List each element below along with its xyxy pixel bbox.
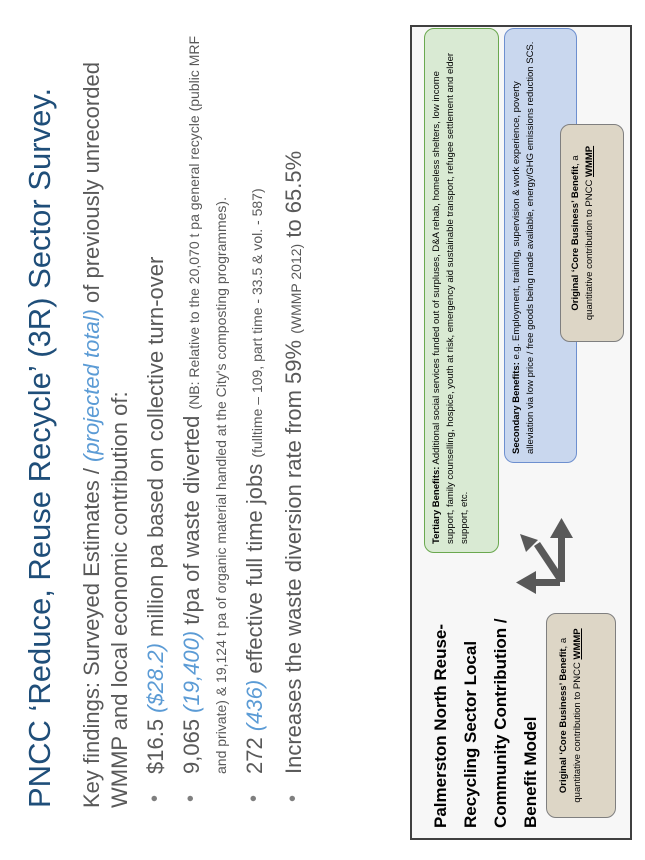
tertiary-label: Tertiary Benefits: xyxy=(431,466,442,544)
arrow-right-head xyxy=(550,518,573,538)
core-benefit-box xyxy=(546,613,616,818)
arrow-up-shaft xyxy=(530,579,560,586)
diversion-note: (WMMP 2012) xyxy=(288,243,304,334)
core-benefit-label: Original ‘Core Business’ Benefit xyxy=(558,648,569,794)
bullet-icon: • xyxy=(144,794,166,802)
turnover-value: $16.5 xyxy=(143,718,168,774)
core-benefit-text: , a quantitative contribution to PNCC xyxy=(558,637,583,803)
bullet-icon: • xyxy=(180,794,202,802)
key-findings-prefix: Key findings: Surveyed Estimates / xyxy=(79,461,104,808)
findings-list xyxy=(142,18,310,808)
projected-total-label: (projected total) xyxy=(79,309,104,462)
benefit-model-diagram xyxy=(410,25,632,840)
bullet-icon: • xyxy=(282,794,304,802)
waste-projected: (19,400) xyxy=(179,630,204,713)
turnover-text: million pa based on collective turn-over xyxy=(143,256,168,637)
arrow-diagonal xyxy=(534,542,564,582)
waste-note: (NB: Relative to the 20,070 t pa general recycle (public MRF and private) & 19,124 t pa of organic material handled at the City's composting programmes). xyxy=(186,35,229,774)
findings-content xyxy=(78,18,319,808)
waste-text: t/pa of waste diverted xyxy=(179,415,204,625)
arrow-up-head xyxy=(516,571,536,594)
core-benefit-box-right xyxy=(560,124,624,342)
arrow-right-shaft xyxy=(558,537,565,582)
jobs-note: (fulltime – 109, part time - 33.5 & vol. - 587) xyxy=(249,188,265,458)
arrow-diagonal-head xyxy=(520,534,538,552)
diversion-text-1: Increases the waste diversion rate from 59% xyxy=(281,339,306,774)
page-title: PNCC ‘Reduce, Reuse Recycle’ (3R) Sector Survey. xyxy=(22,87,57,808)
jobs-text: effective full time jobs xyxy=(242,463,267,674)
bullet-icon: • xyxy=(243,794,265,802)
jobs-value: 272 xyxy=(242,737,267,774)
core-benefit-wmmp: WMMP xyxy=(572,628,583,660)
tertiary-text: Additional social services funded out of surpluses, D&A rehab, homeless shelters, low income support, family counselling, hospice, youth at risk, emergency aid sustainable transport, refugee settlement and elder support, etc. xyxy=(431,52,470,544)
jobs-projected: (436) xyxy=(242,679,267,732)
secondary-text: e.g. Employment, training, supervision & work experience, poverty alleviation via low price / free goods being made available, energy/GHG emissions reduction SCS. xyxy=(511,41,536,454)
turnover-projected: ($28.2) xyxy=(143,643,168,713)
secondary-label: Secondary Benefits: xyxy=(511,362,522,454)
list-item xyxy=(241,18,271,808)
list-item xyxy=(142,18,169,808)
diversion-text-2: to 65.5% xyxy=(281,150,306,238)
core-benefit-right-text: , a quantitative contribution to PNCC xyxy=(570,155,595,321)
tertiary-benefits-box xyxy=(424,28,499,553)
list-item xyxy=(178,18,232,808)
key-findings-suffix: of previously unrecorded WMMP and local economic contribution of: xyxy=(79,62,132,808)
model-title: Palmerston North Reuse-Recycling Sector Local Community Contribution / Benefit Model xyxy=(431,618,540,828)
list-item xyxy=(280,18,310,808)
waste-value: 9,065 xyxy=(179,718,204,774)
core-benefit-right-label: Original ‘Core Business’ Benefit xyxy=(570,165,581,311)
key-findings xyxy=(78,18,134,808)
core-benefit-right-wmmp: WMMP xyxy=(584,145,595,178)
